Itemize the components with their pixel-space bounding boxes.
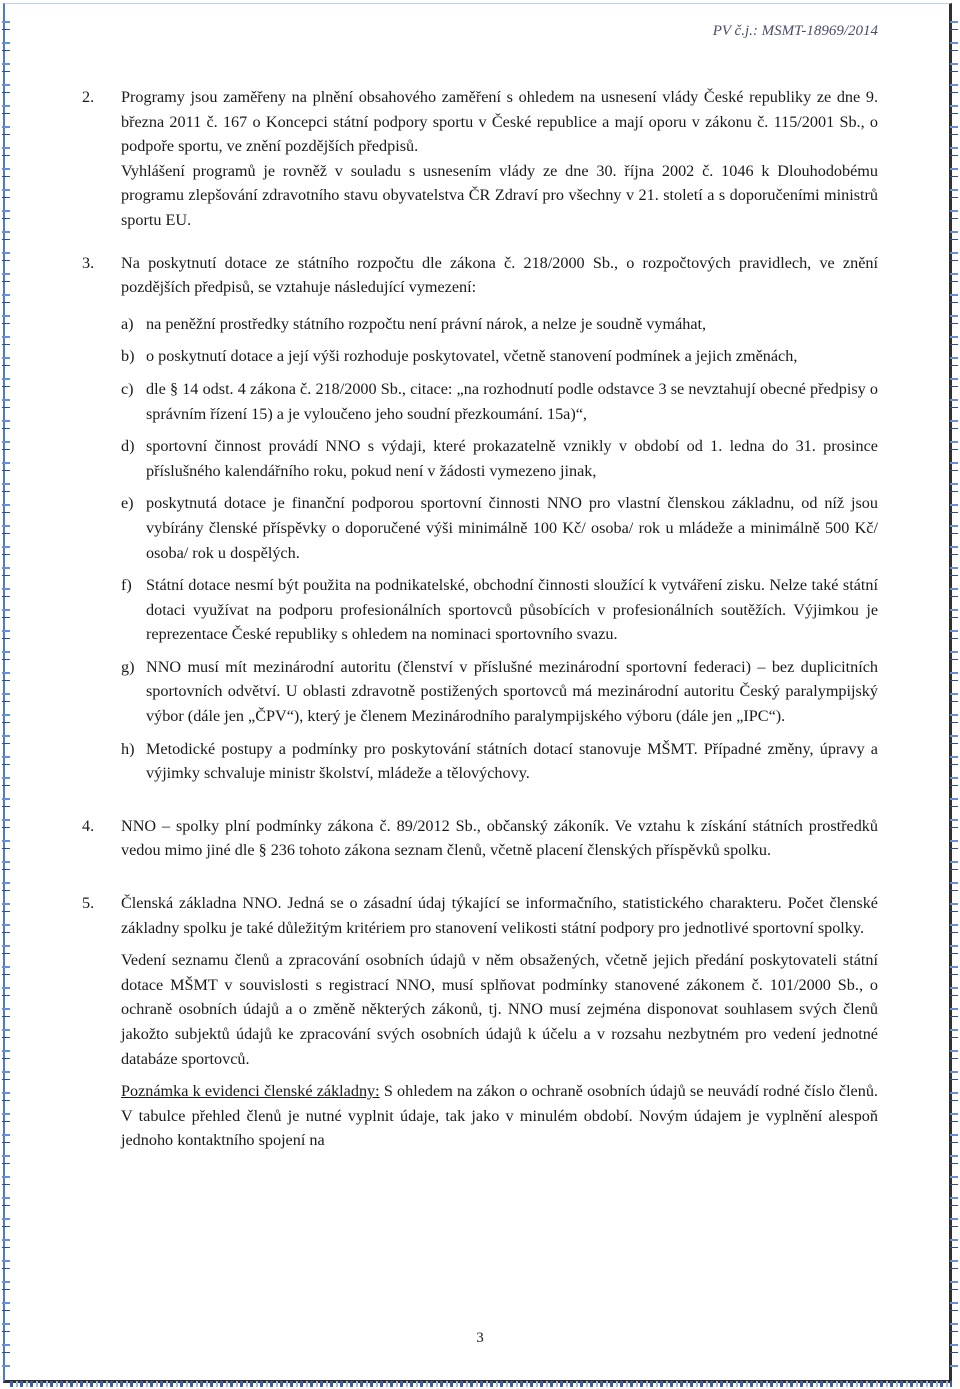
- sub-item-text: o poskytnutí dotace a její výši rozhoduje poskytovatel, včetně stanovení podmínek a jejich změnách,: [146, 347, 798, 366]
- sub-item-letter: d): [121, 437, 135, 456]
- document-reference: PV č.j.: MSMT-18969/2014: [712, 23, 878, 39]
- sub-item-a: [121, 312, 878, 337]
- sub-item-letter: c): [121, 379, 134, 398]
- note-paragraph: [121, 1079, 878, 1153]
- item-paragraph: Vyhlášení programů je rovněž v souladu s usnesením vlády ze dne 30. října 2002 č. 1046 k Dlouhodobému programu zlepšování zdravotního stavu obyvatelstva ČR Zdraví pro všechny v 21. století a s doporučeními ministrů sportu EU.: [121, 161, 878, 229]
- sub-item-text: Metodické postupy a podmínky pro poskytování státních dotací stanovuje MŠMT. Případné změny, úpravy a výjimky schvaluje ministr školství, mládeže a tělovýchovy.: [146, 739, 878, 783]
- item-paragraph: Na poskytnutí dotace ze státního rozpočtu dle zákona č. 218/2000 Sb., o rozpočtových pravidlech, ve znění pozdějších předpisů, se vztahuje následující vymezení:: [121, 253, 878, 297]
- note-label: Poznámka k evidenci členské základny:: [121, 1082, 380, 1101]
- sub-item-d: [121, 434, 878, 483]
- sub-item-letter: h): [121, 739, 135, 758]
- sub-item-b: [121, 344, 878, 369]
- item-paragraph: Programy jsou zaměřeny na plnění obsahového zaměření s ohledem na usnesení vlády České republiky ze dne 9. března 2011 č. 167 o Koncepci státní podpory sportu v České republice a mají oporu v zákonu č. 115/2001 Sb., o podpoře sportu, ve znění pozdějších předpisů.: [121, 88, 878, 156]
- sub-item-g: [121, 655, 878, 729]
- list-item-2: [82, 85, 878, 233]
- document-body: [82, 85, 878, 1153]
- sub-item-letter: f): [121, 576, 132, 595]
- bottom-margin-marks: [10, 1381, 952, 1387]
- sub-item-e: [121, 491, 878, 565]
- sub-item-c: [121, 377, 878, 426]
- sub-item-letter: b): [121, 347, 135, 366]
- item-paragraph: NNO – spolky plní podmínky zákona č. 89/2012 Sb., občanský zákoník. Ve vztahu k získání státních prostředků vedou mimo jiné dle § 236 tohoto zákona seznam členů, včetně placení členských příspěvků spolku.: [121, 816, 878, 860]
- sub-item-text: na peněžní prostředky státního rozpočtu není právní nárok, a nelze je soudně vymáhat,: [146, 314, 707, 333]
- list-item-4: [82, 814, 878, 863]
- item-paragraph: Vedení seznamu členů a zpracování osobních údajů v něm obsažených, včetně jejich předání poskytovateli státní dotace MŠMT v souvislosti s registrací NNO, musí splňovat podmínky stanovené zákonem č. 101/2000 Sb., o ochraně osobních údajů a o změně některých zákonů, tj. NNO musí zejména disponovat souhlasem svých členů jakožto subjektů údajů ke zpracování svých osobních údajů k účelu a v rozsahu nezbytném pro vedení jednotné databáze sportovců.: [121, 951, 878, 1068]
- sub-item-letter: e): [121, 494, 134, 513]
- item-number: 5.: [82, 894, 95, 913]
- sub-item-letter: a): [121, 314, 134, 333]
- item-number: 2.: [82, 88, 95, 106]
- list-item-3: [82, 251, 878, 786]
- note-text: S ohledem na zákon o ochraně osobních údajů se neuvádí rodné číslo členů. V tabulce přehled členů je nutné vyplnit údaje, tak jako v minulém období. Novým údajem je vyplnění alespoň jednoho kontaktního spojení na: [121, 1082, 878, 1150]
- left-margin-marks: [2, 12, 10, 1372]
- sub-item-f: [121, 573, 878, 647]
- sub-item-text: sportovní činnost provádí NNO s výdaji, které prokazatelně vznikly v období od 1. ledna do 31. prosince příslušného kalendářního roku, pokud není v žádosti vymezeno jinak,: [146, 437, 878, 480]
- sub-item-letter: g): [121, 657, 135, 676]
- sub-item-text: NNO musí mít mezinárodní autoritu (členství v příslušné mezinárodní sportovní federaci) – bez duplicitních sportovních odvětví. U oblasti zdravotně postižených sportovců má mezinárodní autoritu Český paralympijský výbor (dále jen „ČPV“), který je členem Mezinárodního paralympijského výboru (dále jen „IPC“).: [146, 657, 878, 726]
- item-number: 4.: [82, 816, 95, 835]
- item-number: 3.: [82, 253, 95, 272]
- sub-item-text: dle § 14 odst. 4 zákona č. 218/2000 Sb., citace: „na rozhodnutí podle odstavce 3 se nevztahují obecné předpisy o správním řízení 15) a je vyloučeno jeho soudní přezkoumání. 15a)“,: [146, 379, 878, 423]
- item-paragraph: Členská základna NNO. Jedná se o zásadní údaj týkající se informačního, statistického charakteru. Počet členské základny spolku je také důležitým kritériem pro stanovení velikosti státní podpory pro jednotlivé sportovní spolky.: [121, 894, 878, 937]
- right-margin-marks: [950, 12, 958, 1372]
- page-number: 3: [476, 1330, 484, 1346]
- sub-item-text: poskytnutá dotace je finanční podporou sportovní činnosti NNO pro vlastní členskou základnu, od níž jsou vybírány členské příspěvky o doporučené výši minimálně 100 Kč/ osoba/ rok u mládeže a minimálně 500 Kč/ osoba/ rok u dospělých.: [146, 494, 878, 562]
- sub-item-text: Státní dotace nesmí být použita na podnikatelské, obchodní činnosti sloužící k vytváření zisku. Nelze také státní dotaci využívat na podporu profesionálních sportovců působících v profesionálních soutěžích. Výjimkou je reprezentace České republiky s ohledem na nominaci sportovního svazu.: [146, 576, 878, 644]
- sub-item-h: [121, 737, 878, 786]
- list-item-5: [82, 891, 878, 1153]
